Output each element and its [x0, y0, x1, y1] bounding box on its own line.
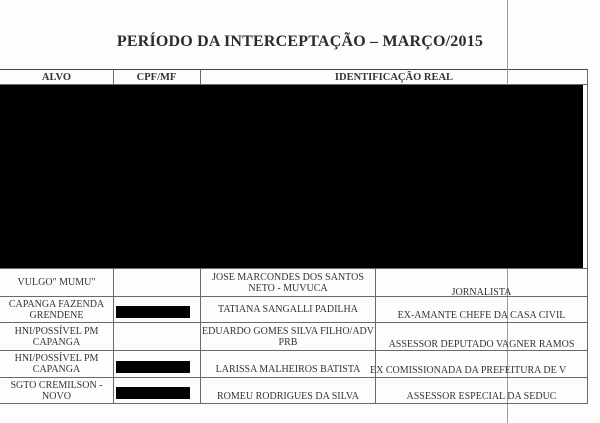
redaction-block [0, 85, 583, 268]
table-right-border [587, 69, 588, 403]
table-row-nome: JOSE MARCONDES DOS SANTOS NETO - MUVUCA [212, 271, 364, 294]
table-row-identificacao: JORNALISTA [451, 287, 512, 298]
table-row-alvo: VULGO" MUMU" [17, 277, 96, 288]
header-cpf: CPF/MF [136, 72, 177, 83]
table-row-alvo: HNI/POSSÍVEL PM CAPANGA [14, 353, 99, 375]
table-row-alvo: SGTO CREMILSON - NOVO [10, 379, 103, 402]
table-top-border [0, 69, 588, 70]
table-row-identificacao: EX COMISSIONADA DA PREFEITURA DE V [370, 364, 567, 376]
table-row-identificacao: ASSESSOR DEPUTADO VAGNER RAMOS [388, 339, 575, 350]
table-row-alvo: HNI/POSSÍVEL PM CAPANGA [14, 325, 99, 348]
table-row-identificacao: EX-AMANTE CHEFE DA CASA CIVIL [397, 310, 566, 321]
cpf-redaction [116, 387, 190, 399]
table-row-alvo: CAPANGA FAZENDA GRENDENE [8, 298, 105, 321]
table-row-nome: LARISSA MALHEIROS BATISTA [215, 363, 361, 375]
page-title: PERÍODO DA INTERCEPTAÇÃO – MARÇO/2015 [116, 33, 484, 50]
header-alvo: ALVO [41, 72, 72, 83]
cpf-redaction [116, 361, 190, 373]
table-row-nome: TATIANA SANGALLI PADILHA [218, 304, 358, 315]
table-row-nome: ROMEU RODRIGUES DA SILVA [217, 391, 359, 402]
table-row-identificacao: ASSESSOR ESPECIAL DA SEDUC [406, 391, 557, 402]
header-identificacao: IDENTIFICAÇÃO REAL [334, 72, 454, 83]
cpf-redaction [116, 306, 190, 318]
table-row-nome: EDUARDO GOMES SILVA FILHO/ADV PRB [202, 325, 374, 348]
